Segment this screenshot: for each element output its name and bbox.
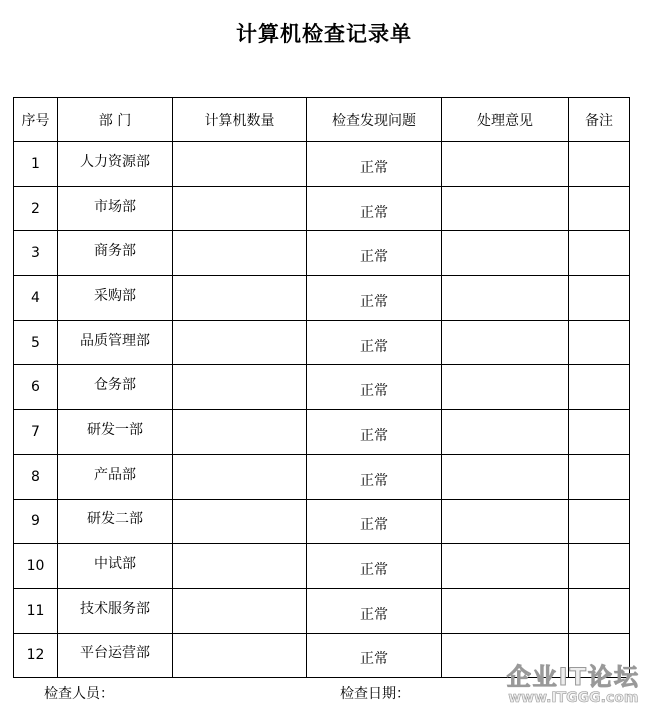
cell-dept-text: 商务部 — [94, 243, 136, 260]
cell-issue — [307, 276, 442, 321]
cell-dept-text: 仓务部 — [94, 377, 136, 394]
cell-issue — [307, 454, 442, 499]
cell-action — [442, 186, 569, 231]
cell-dept-text: 研发一部 — [87, 421, 143, 438]
cell-action — [442, 320, 569, 365]
cell-count — [173, 499, 307, 544]
header-note: 备注 — [569, 98, 630, 142]
cell-note — [569, 544, 630, 589]
table-row — [14, 186, 630, 231]
cell-count — [173, 544, 307, 589]
cell-action — [442, 365, 569, 410]
cell-action — [442, 276, 569, 321]
table-row — [14, 320, 630, 365]
table-row — [14, 499, 630, 544]
header-dept: 部 门 — [58, 98, 173, 142]
cell-issue-text: 正常 — [360, 606, 388, 623]
table-row — [14, 231, 630, 276]
cell-action — [442, 588, 569, 633]
cell-no — [14, 588, 58, 633]
cell-dept-text: 品质管理部 — [80, 332, 150, 349]
cell-issue-text: 正常 — [360, 204, 388, 221]
cell-issue-text: 正常 — [360, 293, 388, 310]
cell-count — [173, 231, 307, 276]
cell-action — [442, 142, 569, 187]
cell-note — [569, 231, 630, 276]
cell-dept — [58, 276, 173, 321]
cell-dept-text: 采购部 — [94, 287, 136, 304]
table-row — [14, 365, 630, 410]
cell-no-text: 3 — [31, 245, 40, 262]
cell-issue-text: 正常 — [360, 427, 388, 444]
header-no: 序号 — [14, 98, 58, 142]
cell-no-text: 4 — [31, 289, 40, 306]
table-row — [14, 276, 630, 321]
table-row — [14, 454, 630, 499]
cell-issue-text: 正常 — [360, 562, 388, 579]
cell-action — [442, 544, 569, 589]
cell-dept-text: 产品部 — [94, 466, 136, 483]
cell-no — [14, 320, 58, 365]
cell-issue — [307, 544, 442, 589]
watermark-url: www.ITGGG.com — [508, 690, 639, 706]
cell-note — [569, 588, 630, 633]
cell-dept — [58, 320, 173, 365]
cell-count — [173, 186, 307, 231]
cell-issue-text: 正常 — [360, 159, 388, 176]
cell-dept — [58, 633, 173, 678]
cell-no-text: 1 — [31, 155, 40, 172]
cell-action — [442, 231, 569, 276]
cell-count — [173, 365, 307, 410]
cell-note — [569, 499, 630, 544]
cell-no-text: 11 — [26, 602, 45, 619]
table-header-row — [14, 98, 630, 142]
cell-note — [569, 320, 630, 365]
table-row — [14, 410, 630, 455]
cell-no — [14, 633, 58, 678]
cell-no-text: 12 — [26, 647, 45, 664]
cell-no — [14, 499, 58, 544]
cell-count — [173, 454, 307, 499]
cell-no — [14, 276, 58, 321]
table-row — [14, 142, 630, 187]
header-action: 处理意见 — [442, 98, 569, 142]
watermark — [507, 664, 640, 706]
page-title: 计算机检查记录单 — [236, 22, 412, 46]
date-label: 检查日期： — [340, 686, 410, 702]
cell-issue — [307, 588, 442, 633]
cell-issue — [307, 499, 442, 544]
cell-dept-text: 平台运营部 — [80, 645, 150, 662]
header-count: 计算机数量 — [173, 98, 307, 142]
cell-dept — [58, 231, 173, 276]
cell-dept-text: 技术服务部 — [80, 600, 150, 617]
cell-action — [442, 410, 569, 455]
cell-note — [569, 186, 630, 231]
cell-no-text: 7 — [31, 423, 40, 440]
table-row — [14, 544, 630, 589]
cell-dept — [58, 410, 173, 455]
cell-no — [14, 365, 58, 410]
cell-dept-text: 市场部 — [94, 198, 136, 215]
cell-action — [442, 499, 569, 544]
cell-no — [14, 142, 58, 187]
cell-issue-text: 正常 — [360, 383, 388, 400]
cell-issue — [307, 410, 442, 455]
cell-count — [173, 320, 307, 365]
cell-dept — [58, 499, 173, 544]
cell-count — [173, 410, 307, 455]
cell-note — [569, 276, 630, 321]
cell-issue — [307, 320, 442, 365]
cell-issue — [307, 186, 442, 231]
cell-no — [14, 410, 58, 455]
cell-no — [14, 186, 58, 231]
cell-issue-text: 正常 — [360, 472, 388, 489]
table-row — [14, 588, 630, 633]
cell-count — [173, 142, 307, 187]
watermark-text: 企业IT论坛 — [506, 663, 640, 691]
cell-action — [442, 454, 569, 499]
cell-note — [569, 410, 630, 455]
cell-dept — [58, 588, 173, 633]
cell-no-text: 10 — [26, 558, 45, 575]
cell-no — [14, 454, 58, 499]
cell-issue — [307, 231, 442, 276]
cell-issue — [307, 365, 442, 410]
cell-dept — [58, 365, 173, 410]
cell-note — [569, 365, 630, 410]
cell-no-text: 8 — [31, 468, 40, 485]
inspector-label: 检查人员： — [44, 686, 114, 702]
cell-dept-text: 研发二部 — [87, 511, 143, 528]
cell-count — [173, 633, 307, 678]
inspection-table — [13, 97, 630, 678]
cell-issue-text: 正常 — [360, 517, 388, 534]
cell-dept — [58, 454, 173, 499]
cell-count — [173, 276, 307, 321]
cell-issue-text: 正常 — [360, 249, 388, 266]
cell-dept-text: 人力资源部 — [80, 153, 150, 170]
cell-no-text: 2 — [31, 200, 40, 217]
cell-note — [569, 454, 630, 499]
cell-dept — [58, 544, 173, 589]
cell-no-text: 9 — [31, 513, 40, 530]
cell-no — [14, 544, 58, 589]
header-issue: 检查发现问题 — [307, 98, 442, 142]
cell-issue — [307, 633, 442, 678]
cell-dept-text: 中试部 — [94, 556, 136, 573]
cell-no-text: 6 — [31, 379, 40, 396]
cell-no-text: 5 — [31, 334, 40, 351]
cell-dept — [58, 186, 173, 231]
cell-issue — [307, 142, 442, 187]
cell-issue-text: 正常 — [360, 651, 388, 668]
cell-count — [173, 588, 307, 633]
cell-issue-text: 正常 — [360, 338, 388, 355]
cell-note — [569, 142, 630, 187]
cell-no — [14, 231, 58, 276]
cell-dept — [58, 142, 173, 187]
